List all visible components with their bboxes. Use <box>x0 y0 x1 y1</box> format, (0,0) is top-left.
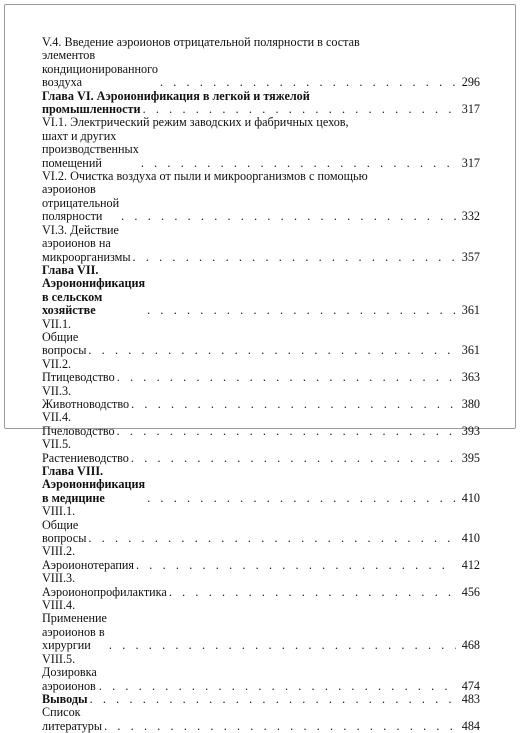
toc-entry-title: Глава VIII. Аэроионификация в медицине <box>42 464 146 505</box>
toc-page-number: 361 <box>461 303 480 318</box>
toc-entry-viii3 <box>42 572 480 599</box>
toc-page-number: 395 <box>461 450 480 465</box>
toc-entry-vi2 <box>42 170 480 224</box>
toc-entry-viii2 <box>42 545 480 572</box>
toc-page-number: 484 <box>461 718 480 733</box>
toc-entry-title: VIII.4. Применение аэроионов в хирургии <box>42 598 107 653</box>
toc-entry-title: Выводы <box>42 691 88 706</box>
toc-page-number: 317 <box>461 155 480 170</box>
toc-entry-viii5 <box>42 653 480 693</box>
leader-dots <box>117 425 456 438</box>
toc-entry-conclusions <box>42 693 480 706</box>
toc-page-number: 483 <box>461 691 480 706</box>
leader-dots <box>136 559 456 572</box>
toc-page-number: 468 <box>461 638 480 653</box>
leader-dots <box>109 639 456 652</box>
leader-dots <box>141 157 456 170</box>
toc-page-number: 456 <box>461 584 480 599</box>
toc-entry-title: VI.3. Действие аэроионов на микроорганизмы <box>42 222 131 264</box>
toc-entry-title-cont: элементов кондиционированного воздуха <box>42 48 158 90</box>
toc-entry-vii3 <box>42 385 480 412</box>
toc-page-number: 317 <box>461 102 480 117</box>
toc-entry-title: VII.4. Пчеловодство <box>42 410 115 438</box>
toc-entry-chapter-vii <box>42 264 480 318</box>
toc-page-number: 393 <box>461 423 480 438</box>
toc-page-number: 296 <box>461 75 480 90</box>
toc-entry-title: VI.1. Электрический режим заводских и фабричных цехов, <box>42 115 349 130</box>
leader-dots <box>121 210 456 223</box>
leader-dots <box>160 76 456 89</box>
toc-page-number: 474 <box>461 678 480 693</box>
toc-page-number: 357 <box>461 249 480 264</box>
toc-entry-title-cont: шахт и других производственных помещений <box>42 128 139 170</box>
toc-entry-title: VII.2. Птицеводство <box>42 356 115 385</box>
toc-entry-title: VI.2. Очистка воздуха от пыли и микроорганизмов с помощью <box>42 169 368 184</box>
leader-dots <box>88 532 456 545</box>
toc-entry-vii4 <box>42 411 480 438</box>
toc-page-number: 332 <box>461 209 480 224</box>
leader-dots <box>147 304 456 317</box>
toc-entry-title-cont: аэроионов отрицательной полярности <box>42 182 120 224</box>
leader-dots <box>88 344 456 357</box>
toc-page-number: 363 <box>461 370 480 385</box>
toc-entry-chapter-vi <box>42 90 480 117</box>
leader-dots <box>90 693 456 706</box>
leader-dots <box>99 680 456 693</box>
leader-dots <box>169 586 456 599</box>
toc-page-number: 380 <box>461 396 480 411</box>
toc-page-number: 410 <box>461 531 480 546</box>
leader-dots <box>143 103 456 116</box>
toc-entry-title: Список литературы <box>42 705 103 733</box>
toc-entry-v4 <box>42 36 480 90</box>
toc-entry-title: VIII.3. Аэроионопрофилактика <box>42 571 167 599</box>
toc-entry-references <box>42 706 480 733</box>
toc-entry-chapter-viii <box>42 465 480 505</box>
toc-entry-vi3 <box>42 224 480 264</box>
leader-dots <box>133 251 456 264</box>
toc-entry-title: VII.1. Общие вопросы <box>42 316 87 358</box>
toc-entry-title: VIII.5. Дозировка аэроионов <box>42 651 97 693</box>
document-page <box>4 4 516 733</box>
leader-dots <box>147 492 456 505</box>
table-of-contents <box>42 36 480 733</box>
leader-dots <box>104 720 456 733</box>
toc-entry-title: VII.5. Растениеводство <box>42 437 129 465</box>
toc-entry-viii1 <box>42 505 480 545</box>
toc-entry-vi1 <box>42 116 480 170</box>
toc-entry-vii2 <box>42 358 480 385</box>
toc-entry-title: Глава VII. Аэроионификация в сельском хозяйстве <box>42 262 146 318</box>
toc-entry-title: V.4. Введение аэроионов отрицательной полярности в состав <box>42 35 360 49</box>
toc-entry-title: VII.3. Животноводство <box>42 383 130 411</box>
toc-entry-viii4 <box>42 599 480 653</box>
toc-entry-title: Глава VI. Аэроионификация в легкой и тяжелой <box>42 88 310 103</box>
leader-dots <box>131 398 456 411</box>
leader-dots <box>117 371 456 384</box>
toc-entry-title-cont: промышленности <box>42 102 141 117</box>
toc-page-number: 412 <box>461 557 480 572</box>
toc-entry-title: VIII.2. Аэроионотерапия <box>42 544 135 572</box>
toc-page-number: 361 <box>461 343 480 358</box>
toc-entry-vii5 <box>42 438 480 465</box>
toc-entry-vii1 <box>42 318 480 358</box>
leader-dots <box>131 452 456 465</box>
toc-page-number: 410 <box>461 490 480 505</box>
toc-entry-title: VIII.1. Общие вопросы <box>42 504 87 546</box>
